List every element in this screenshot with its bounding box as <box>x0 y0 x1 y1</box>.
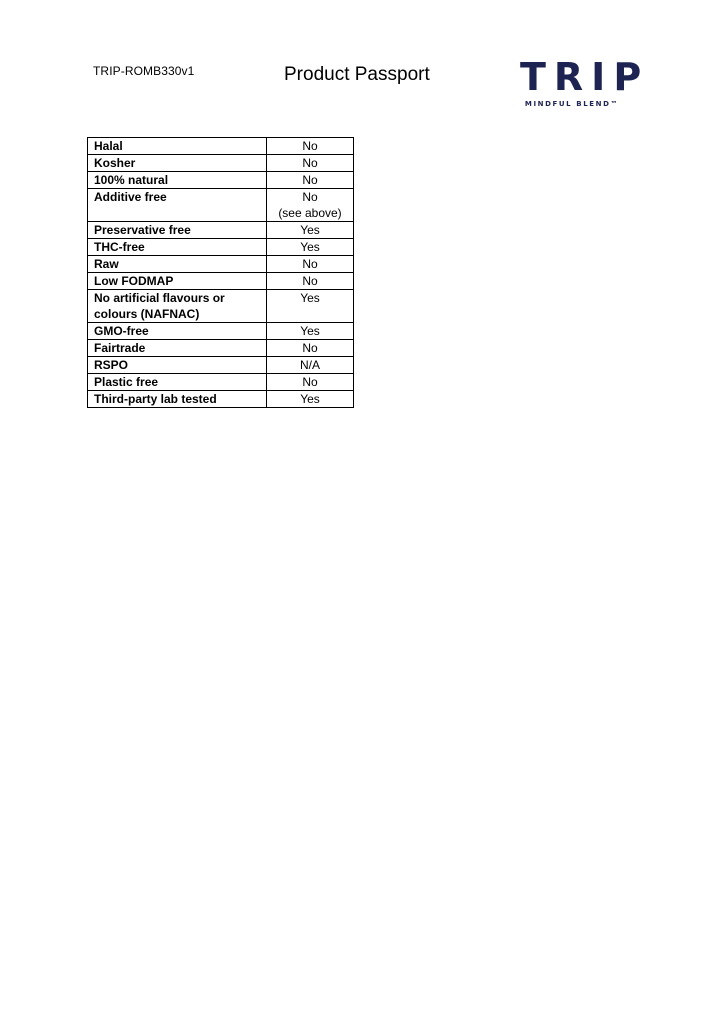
attribute-value: Yes <box>267 239 354 256</box>
attribute-value: No <box>267 172 354 189</box>
attribute-label: Kosher <box>88 155 267 172</box>
brand-logo <box>512 55 650 109</box>
table-row <box>88 391 354 408</box>
attribute-label: Plastic free <box>88 374 267 391</box>
attribute-value: No <box>267 273 354 290</box>
attribute-value: No <box>267 155 354 172</box>
attribute-value: No <box>267 374 354 391</box>
attribute-label: Third-party lab tested <box>88 391 267 408</box>
attribute-value-note: (see above) <box>278 206 342 220</box>
attribute-label: Low FODMAP <box>88 273 267 290</box>
attribute-label: Additive free <box>88 189 267 222</box>
attribute-label: GMO-free <box>88 323 267 340</box>
table-row <box>88 290 354 323</box>
attribute-value: N/A <box>267 357 354 374</box>
attribute-label: Halal <box>88 138 267 155</box>
table-row <box>88 357 354 374</box>
product-attributes-table <box>87 137 354 408</box>
table-row <box>88 340 354 357</box>
attribute-value: No <box>267 340 354 357</box>
attribute-value: No <box>267 138 354 155</box>
attribute-value: Yes <box>267 323 354 340</box>
logo-tagline: MINDFUL BLEND™ <box>524 100 620 108</box>
table-row <box>88 323 354 340</box>
attribute-value <box>267 189 354 222</box>
attribute-label: 100% natural <box>88 172 267 189</box>
attribute-label: THC-free <box>88 239 267 256</box>
attribute-label: Raw <box>88 256 267 273</box>
table-row <box>88 256 354 273</box>
attribute-value: No <box>267 256 354 273</box>
table-row <box>88 172 354 189</box>
page-title: Product Passport <box>284 64 430 85</box>
attribute-label: RSPO <box>88 357 267 374</box>
attribute-value: Yes <box>267 391 354 408</box>
table-row <box>88 155 354 172</box>
table-row <box>88 222 354 239</box>
attribute-label: Fairtrade <box>88 340 267 357</box>
table-row <box>88 189 354 222</box>
attribute-value: Yes <box>267 290 354 323</box>
attribute-value: Yes <box>267 222 354 239</box>
attribute-label: Preservative free <box>88 222 267 239</box>
logo-wordmark: TRIP <box>520 55 650 99</box>
document-code: TRIP-ROMB330v1 <box>93 64 195 78</box>
attribute-label: No artificial flavours or colours (NAFNAC) <box>88 290 267 323</box>
table-row <box>88 239 354 256</box>
table-row <box>88 273 354 290</box>
table-row <box>88 138 354 155</box>
table-row <box>88 374 354 391</box>
attribute-value-text: No <box>302 190 318 204</box>
